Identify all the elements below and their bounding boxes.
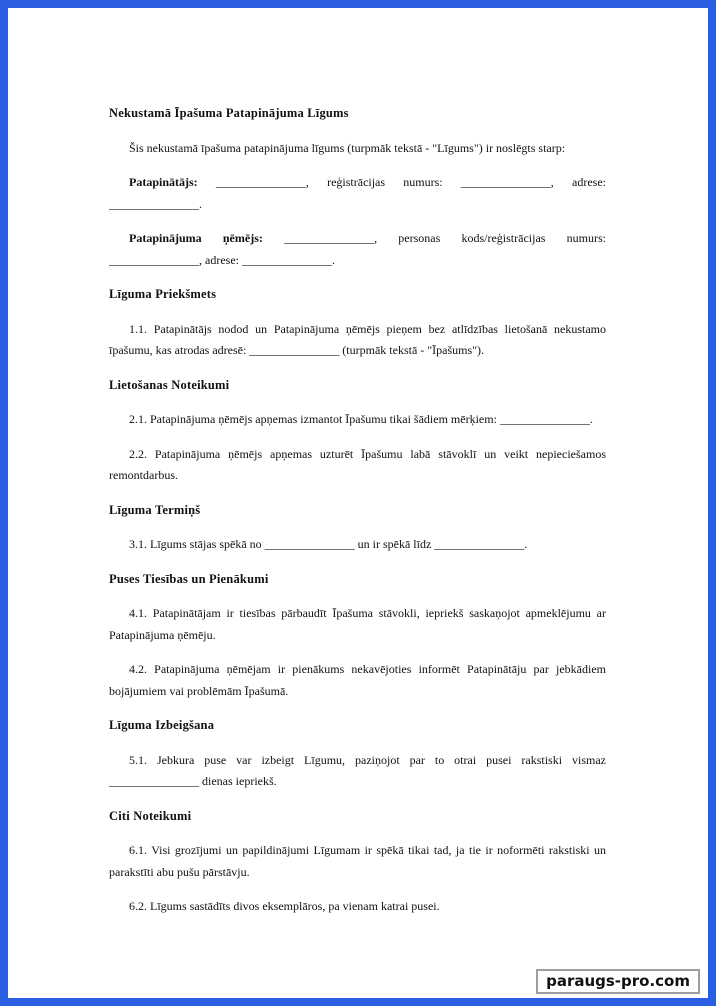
borrower-details: _______________, personas kods/reģistrācijas numurs: _______________, adrese: _______________. (109, 231, 606, 267)
borrower-label: Patapinājuma ņēmējs: (129, 231, 263, 245)
section-heading: Līguma Priekšmets (109, 287, 217, 301)
lender-paragraph (109, 172, 606, 215)
clause-2-2: 2.2. Patapinājuma ņēmējs apņemas uzturēt Īpašumu labā stāvoklī un veikt nepieciešamos remontdarbus. (109, 446, 606, 482)
clause-6-2: 6.2. Līgums sastādīts divos eksemplāros, pa vienam katrai pusei. (129, 899, 440, 913)
clause-5-1: 5.1. Jebkura puse var izbeigt Līgumu, paziņojot par to otrai pusei rakstiski vismaz _______________ dienas iepriekš. (109, 752, 606, 788)
clause-4-1: 4.1. Patapinātājam ir tiesības pārbaudīt Īpašuma stāvokli, iepriekš saskaņojot apmeklējumu ar Patapinājuma ņēmēju. (109, 606, 606, 642)
document-title: Nekustamā Īpašuma Patapinājuma Līgums (109, 106, 349, 120)
document-content (109, 103, 606, 931)
borrower-paragraph (109, 228, 606, 271)
document-page (8, 8, 708, 998)
clause-2-1: 2.1. Patapinājuma ņēmējs apņemas izmantot Īpašumu tikai šādiem mērķiem: _______________. (129, 412, 593, 426)
section-heading: Lietošanas Noteikumi (109, 377, 230, 392)
clause-1-1: 1.1. Patapinātājs nodod un Patapinājuma ņēmējs pieņem bez atlīdzības lietošanā nekustamo īpašumu, kas atrodas adresē: _______________ (turpmāk tekstā - "Īpašums"). (109, 321, 606, 357)
clause-3-1: 3.1. Līgums stājas spēkā no _______________ un ir spēkā līdz _______________. (129, 537, 528, 551)
intro-paragraph: Šis nekustamā īpašuma patapinājuma līgums (turpmāk tekstā - "Līgums") ir noslēgts starp: (129, 140, 566, 155)
section-heading: Citi Noteikumi (109, 808, 192, 823)
lender-label: Patapinātājs: (129, 175, 198, 189)
section-heading: Līguma Termiņš (109, 502, 201, 517)
clause-4-2: 4.2. Patapinājuma ņēmējam ir pienākums nekavējoties informēt Patapinātāju par jebkādiem bojājumiem vai problēmām Īpašumā. (109, 662, 606, 698)
watermark-badge: paraugs-pro.com (536, 969, 700, 994)
lender-details: _______________, reģistrācijas numurs: _______________, adrese: _______________. (109, 175, 606, 211)
section-heading: Puses Tiesības un Pienākumi (109, 571, 269, 586)
clause-6-1: 6.1. Visi grozījumi un papildinājumi Līgumam ir spēkā tikai tad, ja tie ir noformēti rakstiski un parakstīti abu pušu pārstāvju. (109, 843, 606, 879)
section-heading: Līguma Izbeigšana (109, 718, 215, 732)
